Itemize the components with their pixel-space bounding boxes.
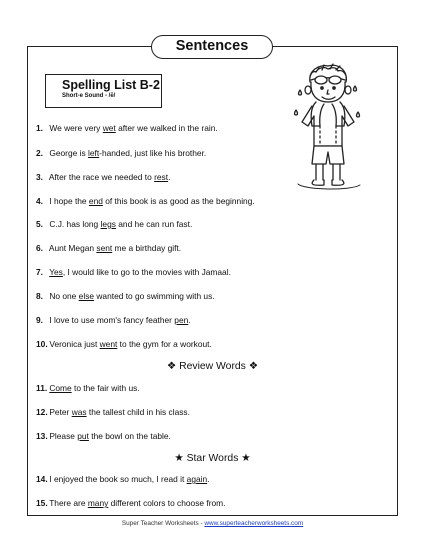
- sentence-7: 7. Yes, I would like to go to the movies with Jamaal.: [36, 267, 231, 277]
- spelling-word: wet: [102, 123, 116, 133]
- spelling-word: Yes: [49, 267, 63, 277]
- spelling-word: left: [87, 148, 100, 158]
- review-words-heading: ❖ Review Words ❖: [166, 361, 259, 372]
- sentence-5: 5. C.J. has long legs and he can run fast.: [36, 219, 193, 229]
- spelling-word: legs: [100, 219, 116, 229]
- page-title: Sentences: [151, 35, 273, 59]
- spelling-word: rest: [154, 172, 169, 182]
- sentence-15: 15. There are many different colors to choose from.: [36, 498, 226, 508]
- spelling-word: went: [99, 339, 118, 349]
- spelling-word: put: [77, 431, 89, 441]
- list-subtitle: Short-e Sound - /ĕ/: [62, 93, 116, 99]
- sentence-14: 14. I enjoyed the book so much, I read it again.: [36, 474, 210, 484]
- spelling-word: again: [186, 474, 208, 484]
- spelling-word: pen: [174, 315, 189, 325]
- sentence-6: 6. Aunt Megan sent me a birthday gift.: [36, 243, 182, 253]
- footer-link[interactable]: www.superteacherworksheets.com: [204, 520, 304, 527]
- star-words-heading: ★ Star Words ★: [174, 453, 251, 464]
- spelling-word: end: [88, 196, 103, 206]
- spelling-word: many: [87, 498, 109, 508]
- sentence-8: 8. No one else wanted to go swimming with us.: [36, 291, 215, 301]
- spelling-word: Come: [49, 383, 72, 393]
- spelling-word: was: [71, 407, 87, 417]
- footer: [0, 520, 425, 527]
- wet-boy-illustration: [286, 60, 368, 192]
- sentence-13: 13. Please put the bowl on the table.: [36, 431, 171, 441]
- list-title: Spelling List B-2: [62, 78, 160, 92]
- spelling-word: else: [78, 291, 95, 301]
- spelling-list-box: [45, 74, 162, 108]
- sentence-12: 12. Peter was the tallest child in his class.: [36, 407, 190, 417]
- sentence-2: 2. George is left-handed, just like his brother.: [36, 148, 207, 158]
- spelling-word: sent: [96, 243, 113, 253]
- sentence-10: 10. Veronica just went to the gym for a workout.: [36, 339, 212, 349]
- sentence-4: 4. I hope the end of this book is as good as the beginning.: [36, 196, 255, 206]
- sentence-9: 9. I love to use mom's fancy feather pen.: [36, 315, 191, 325]
- sentence-1: 1. We were very wet after we walked in the rain.: [36, 123, 218, 133]
- sentence-3: 3. After the race we needed to rest.: [36, 172, 171, 182]
- sentence-11: 11. Come to the fair with us.: [36, 383, 140, 393]
- footer-text: Super Teacher Worksheets -: [121, 520, 205, 527]
